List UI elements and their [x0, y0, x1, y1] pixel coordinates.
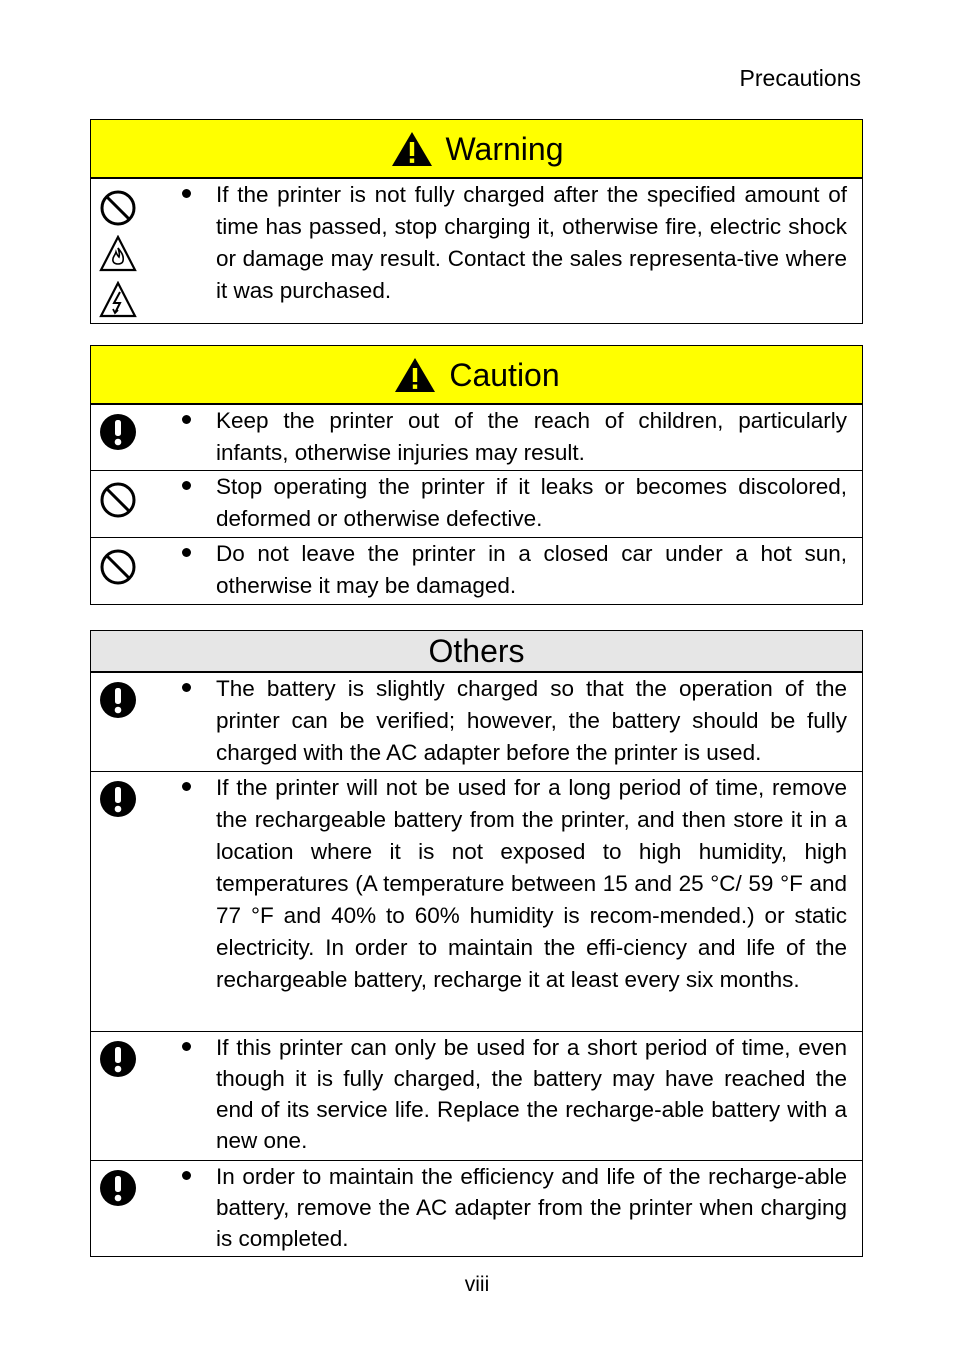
others-item-text: If the printer will not be used for a long period of time, remove the rechargeable battery from the printer, and then store it in a location where it is not exposed to high humidity, high temperatures (A temperature between 15 and 25 °C/ 59 °F and 77 °F and 40% to 60% humidity is recom-mended.) or static electricity. In order to maintain the effi-ciency and life of the rechargeable battery, recharge it at least every six months.: [216, 775, 847, 992]
bullet-icon: [182, 1042, 191, 1051]
others-item-text: If this printer can only be used for a short period of time, even though it is fully charged, the battery may have reached the end of its service life. Replace the recharge-able battery with a new one.: [216, 1035, 847, 1153]
warning-panel: [90, 119, 863, 324]
warning-item: [91, 178, 862, 322]
fire-hazard-icon: [99, 235, 137, 273]
others-item-text: In order to maintain the efficiency and life of the recharge-able battery, remove the AC adapter from the printer when charging is completed.: [216, 1164, 847, 1251]
caution-item-text: Stop operating the printer if it leaks or becomes discolored, deformed or otherwise defective.: [216, 474, 847, 531]
others-item: [91, 771, 862, 1031]
bullet-icon: [182, 481, 191, 490]
caution-title: Caution: [449, 356, 560, 393]
others-header: [91, 631, 862, 672]
caution-item-text: Keep the printer out of the reach of children, particularly infants, otherwise injuries may result.: [216, 408, 847, 465]
prohibition-icon: [99, 481, 137, 519]
page-number: viii: [464, 1273, 490, 1296]
running-head: Precautions: [739, 65, 861, 91]
caution-panel: [90, 345, 863, 605]
warning-item-text: If the printer is not fully charged after the specified amount of time has passed, stop charging it, otherwise fire, electric shock or damage may result. Contact the sales representa-tive where it was purchased.: [216, 182, 847, 303]
bullet-icon: [182, 1171, 191, 1180]
mandatory-action-icon: [99, 413, 137, 451]
prohibition-icon: [99, 548, 137, 586]
mandatory-action-icon: [99, 780, 137, 818]
caution-header: [91, 346, 862, 404]
prohibition-icon: [99, 189, 137, 227]
others-item-text: The battery is slightly charged so that the operation of the printer can be verified; however, the battery should be fully charged with the AC adapter before the printer is used.: [216, 676, 847, 765]
warning-triangle-icon: [390, 130, 434, 168]
warning-triangle-icon: [393, 356, 437, 394]
electric-shock-icon: [99, 281, 137, 319]
bullet-icon: [182, 415, 191, 424]
caution-item: [91, 470, 862, 537]
warning-header: [91, 120, 862, 178]
others-item: [91, 1031, 862, 1160]
bullet-icon: [182, 782, 191, 791]
bullet-icon: [182, 683, 191, 692]
bullet-icon: [182, 189, 191, 198]
caution-item: [91, 537, 862, 603]
others-panel: [90, 630, 863, 1257]
caution-item-text: Do not leave the printer in a closed car under a hot sun, otherwise it may be damaged.: [216, 541, 847, 598]
mandatory-action-icon: [99, 1040, 137, 1078]
caution-item: [91, 404, 862, 470]
others-title: Others: [428, 633, 525, 669]
bullet-icon: [182, 548, 191, 557]
others-item: [91, 672, 862, 771]
mandatory-action-icon: [99, 681, 137, 719]
mandatory-action-icon: [99, 1169, 137, 1207]
others-item: [91, 1160, 862, 1256]
warning-title: Warning: [445, 130, 564, 167]
